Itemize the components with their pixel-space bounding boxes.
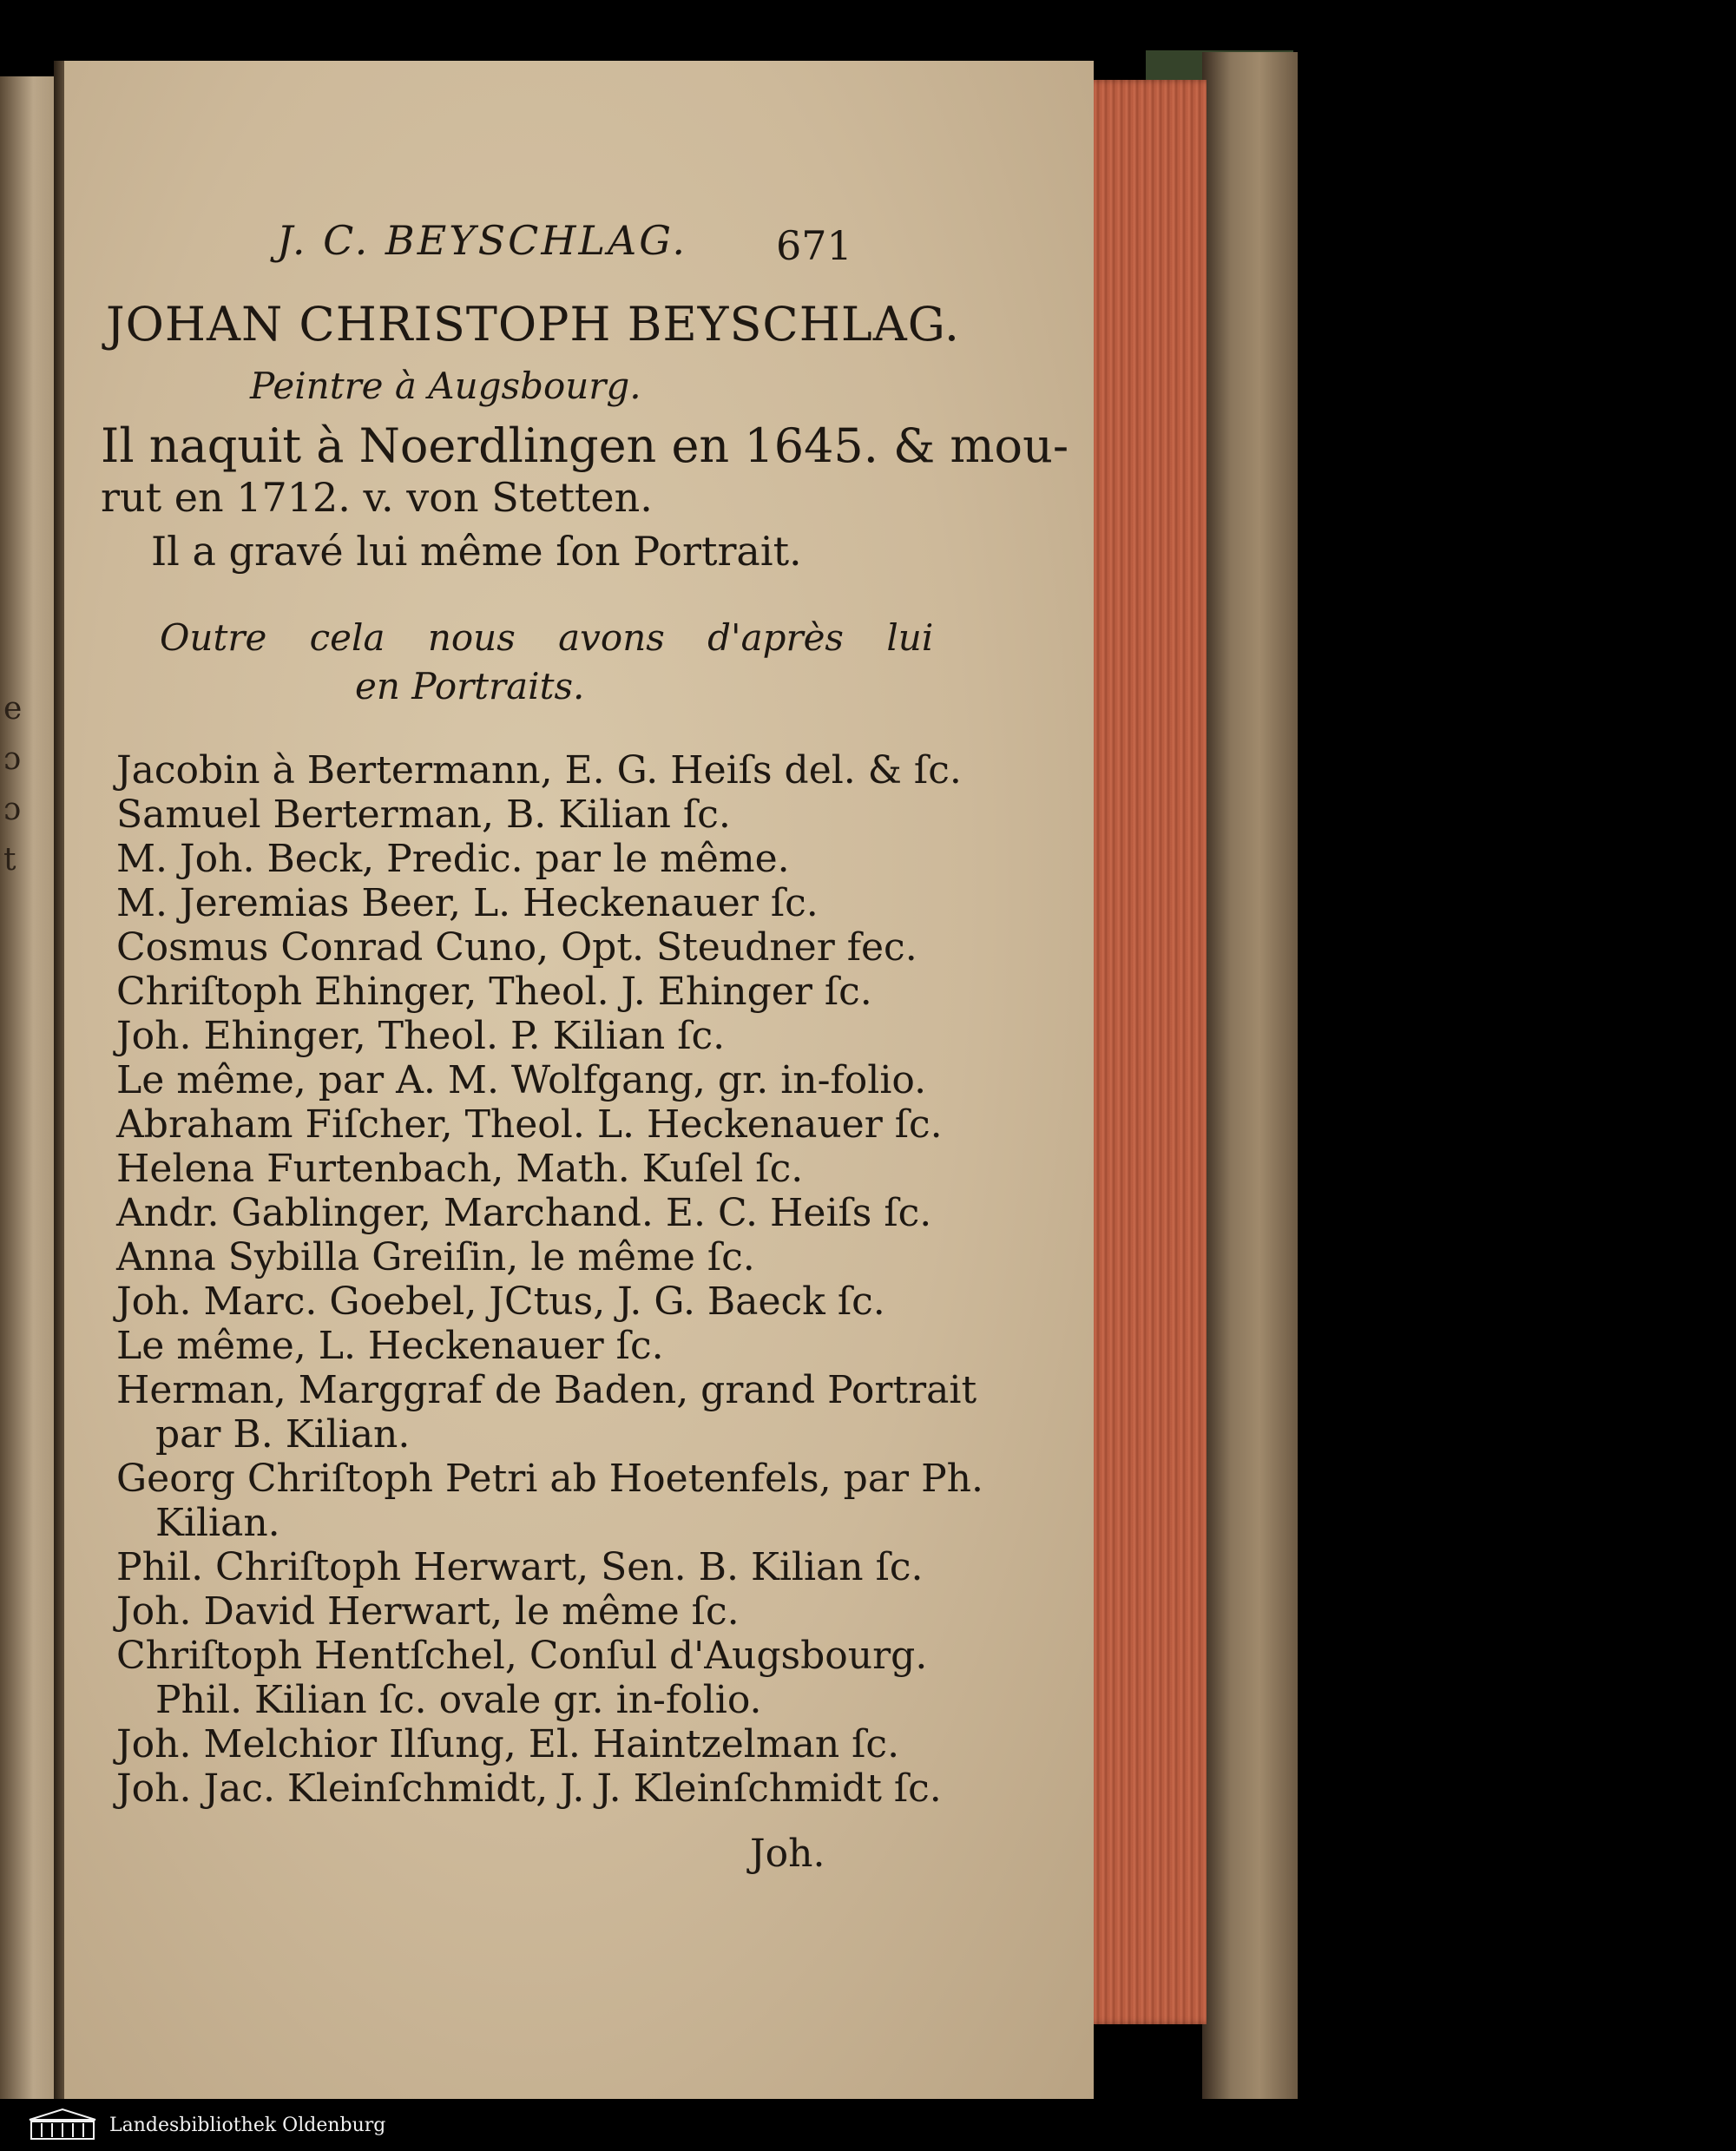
left-page-edge — [0, 76, 61, 2099]
portrait-entry: M. Jeremias Beer, L. Heckenauer ſc. — [116, 881, 819, 925]
portrait-entry: Phil. Chriſtoph Herwart, Sen. B. Kilian ſc. — [116, 1545, 924, 1589]
portrait-entry: Samuel Berterman, B. Kilian ſc. — [116, 793, 731, 837]
portrait-entry: Le même, par A. M. Wolfgang, gr. in-folio. — [116, 1058, 927, 1102]
portrait-entry: Joh. Jac. Kleinſchmidt, J. J. Kleinſchmidt ſc. — [116, 1766, 942, 1811]
portrait-entry-continuation: par B. Kilian. — [155, 1412, 411, 1457]
portrait-entry: M. Joh. Beck, Predic. par le même. — [116, 837, 790, 881]
left-fragment-char: e — [3, 691, 23, 727]
portrait-entry: Helena Furtenbach, Math. Kuſel ſc. — [116, 1147, 804, 1191]
portrait-entry: Jacobin à Bertermann, E. G. Heiſs del. & ſc. — [116, 748, 962, 793]
bio-line: Il naquit à Noerdlingen en 1645. & mou- — [101, 418, 1069, 473]
section-heading: en Portraits. — [355, 665, 585, 707]
left-page-fragment — [3, 684, 22, 885]
portrait-entry: Herman, Marggraf de Baden, grand Portrait — [116, 1368, 977, 1412]
portrait-entry: Andr. Gablinger, Marchand. E. C. Heiſs ſc. — [116, 1191, 932, 1235]
page-subtitle: Peintre à Augsbourg. — [250, 365, 641, 407]
portrait-entry: Abraham Fiſcher, Theol. L. Heckenauer ſc. — [116, 1102, 943, 1147]
page-text-block — [64, 61, 1094, 2101]
portrait-entry: Chriſtoph Ehinger, Theol. J. Ehinger ſc. — [116, 970, 872, 1014]
portrait-entry-continuation: Kilian. — [155, 1501, 280, 1545]
catchword: Joh. — [750, 1832, 825, 1876]
right-page — [64, 61, 1094, 2101]
portrait-entry: Joh. Ehinger, Theol. P. Kilian ſc. — [116, 1014, 726, 1058]
portrait-entry: Joh. Marc. Goebel, JCtus, J. G. Baeck ſc. — [116, 1279, 885, 1324]
page-title: JOHAN CHRISTOPH BEYSCHLAG. — [106, 297, 961, 352]
page-edges-red — [1085, 80, 1207, 2024]
running-head: J. C. BEYSCHLAG. — [277, 217, 687, 264]
portrait-entry: Georg Chriſtoph Petri ab Hoetenfels, par Ph. — [116, 1457, 984, 1501]
book-cover-edge — [1202, 52, 1298, 2118]
library-building-icon — [26, 2108, 99, 2142]
left-fragment-char: ɔ — [3, 741, 22, 777]
portrait-entry: Chriſtoph Hentſchel, Conſul d'Augsbourg. — [116, 1634, 928, 1678]
portrait-entry: Le même, L. Heckenauer ſc. — [116, 1324, 664, 1368]
section-heading: Outre cela nous avons d'après lui — [160, 616, 934, 659]
library-name: Landesbibliothek Oldenburg — [109, 2114, 386, 2136]
portrait-entry: Cosmus Conrad Cuno, Opt. Steudner fec. — [116, 925, 917, 970]
bio-line: Il a gravé lui même ſon Portrait. — [151, 528, 802, 575]
portrait-entry-continuation: Phil. Kilian ſc. ovale gr. in-folio. — [155, 1678, 762, 1722]
portrait-entry: Joh. Melchior Ilſung, El. Haintzelman ſc. — [116, 1722, 900, 1766]
page-number: 671 — [776, 222, 852, 269]
bio-line: rut en 1712. v. von Stetten. — [101, 474, 653, 521]
left-fragment-char: ɔ — [3, 792, 22, 827]
footer-bar — [0, 2099, 1736, 2151]
portrait-entry: Joh. David Herwart, le même ſc. — [116, 1589, 740, 1634]
portrait-entry: Anna Sybilla Greiſin, le même ſc. — [116, 1235, 755, 1279]
left-fragment-char: t — [3, 842, 16, 878]
